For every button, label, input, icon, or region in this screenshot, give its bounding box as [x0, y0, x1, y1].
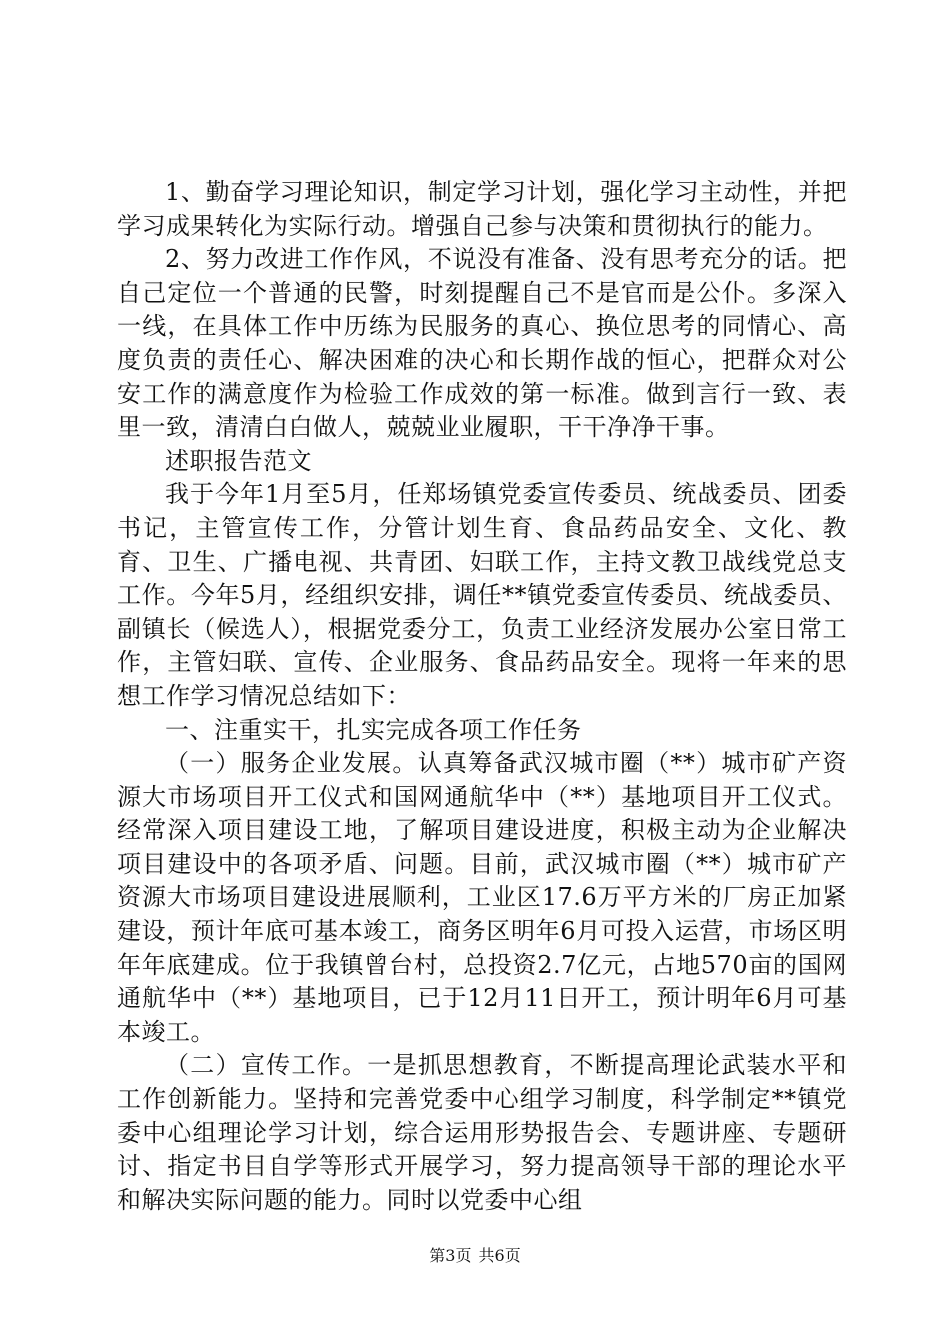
section-title: 述职报告范文 [165, 446, 312, 475]
page-footer [0, 1246, 950, 1266]
paragraph-intro: 我于今年1月至5月，任郑场镇党委宣传委员、统战委员、团委书记，主管宣传工作，分管计划生育、食品药品安全、文化、教育、卫生、广播电视、共青团、妇联工作，主持文教卫战线党总支工作。今年5月，经组织安排，调任**镇党委宣传委员、统战委员、副镇长（候选人），根据党委分工，负责工业经济发展办公室日常工作，主管妇联、宣传、企业服务、食品药品安全。现将一年来的思想工作学习情况总结如下： [117, 480, 847, 710]
paragraph-work-style: 2、努力改进工作作风，不说没有准备、没有思考充分的话。把自己定位一个普通的民警，时刻提醒自己不是官而是公仆。多深入一线，在具体工作中历练为民服务的真心、换位思考的同情心、高度负责的责任心、解决困难的决心和长期作战的恒心，把群众对公安工作的满意度作为检验工作成效的第一标准。做到言行一致、表里一致，清清白白做人，兢兢业业履职，干干净净干事。 [117, 245, 847, 442]
paragraph-publicity: （二）宣传工作。一是抓思想教育，不断提高理论武装水平和工作创新能力。坚持和完善党委中心组学习制度，科学制定**镇党委中心组理论学习计划，综合运用形势报告会、专题讲座、专题研讨、指定书目自学等形式开展学习，努力提高领导干部的理论水平和解决实际问题的能力。同时以党委中心组 [117, 1051, 847, 1214]
paragraph-enterprise: （一）服务企业发展。认真筹备武汉城市圈（**）城市矿产资源大市场项目开工仪式和国网通航华中（**）基地项目开工仪式。经常深入项目建设工地，了解项目建设进度，积极主动为企业解决项目建设中的各项矛盾、问题。目前，武汉城市圈（**）城市矿产资源大市场项目建设进展顺利，工业区17.6万平方米的厂房正加紧建设，预计年底可基本竣工，商务区明年6月可投入运营，市场区明年年底建成。位于我镇曾台村，总投资2.7亿元，占地570亩的国网通航华中（**）基地项目，已于12月11日开工，预计明年6月可基本竣工。 [117, 749, 847, 1046]
document-body [117, 176, 847, 1217]
section-heading-1: 一、注重实干，扎实完成各项工作任务 [165, 715, 582, 744]
page-number: 第3页 [429, 1246, 472, 1265]
paragraph-study: 1、勤奋学习理论知识，制定学习计划，强化学习主动性，并把学习成果转化为实际行动。增强自己参与决策和贯彻执行的能力。 [117, 178, 847, 240]
page-total: 共6页 [478, 1246, 521, 1265]
